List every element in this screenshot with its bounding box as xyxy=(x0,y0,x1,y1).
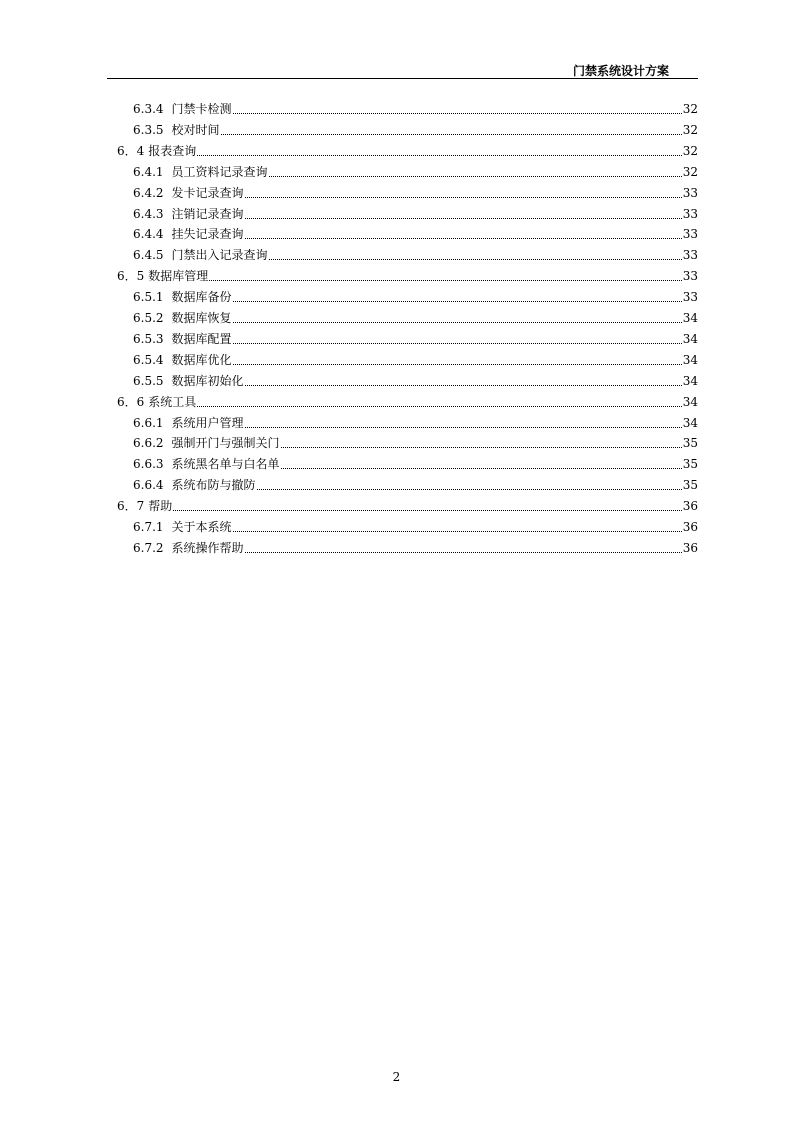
toc-leader-dots xyxy=(245,426,682,428)
toc-leader-dots xyxy=(245,551,682,553)
toc-entry[interactable] xyxy=(133,284,698,305)
toc-entry[interactable] xyxy=(133,514,698,535)
toc-entry-title: 发卡记录查询 xyxy=(171,185,244,200)
toc-entry[interactable] xyxy=(133,305,698,326)
toc-entry-title: 员工资料记录查询 xyxy=(171,164,268,179)
toc-leader-dots xyxy=(269,175,682,177)
toc-entry[interactable] xyxy=(117,138,698,159)
toc-entry-page: 35 xyxy=(682,457,698,472)
toc-entry-title: 系统黑名单与白名单 xyxy=(171,457,280,472)
toc-entry-title: 数据库恢复 xyxy=(171,311,232,325)
header-divider xyxy=(107,78,698,79)
toc-entry-number: 6．5 xyxy=(117,269,145,284)
toc-entry-number: 6．7 xyxy=(117,499,145,514)
toc-entry[interactable] xyxy=(117,493,698,514)
page-number: 2 xyxy=(392,1070,401,1084)
toc-entry-number: 6.5.1 xyxy=(133,290,164,305)
toc-entry-number: 6.4.3 xyxy=(133,206,164,221)
toc-entry-number: 6．6 xyxy=(117,394,145,409)
toc-entry-page: 34 xyxy=(682,415,698,430)
toc-entry-number: 6.4.5 xyxy=(133,248,164,263)
toc-leader-dots xyxy=(281,446,682,448)
toc-entry-page: 33 xyxy=(682,269,698,284)
toc-entry[interactable] xyxy=(133,221,698,242)
toc-entry-number: 6.6.3 xyxy=(133,457,164,472)
toc-entry[interactable] xyxy=(133,368,698,389)
toc-entry-number: 6.6.2 xyxy=(133,436,164,451)
toc-entry[interactable] xyxy=(133,96,698,117)
toc-entry-page: 33 xyxy=(682,290,698,305)
toc-entry-number: 6.5.5 xyxy=(133,373,164,388)
toc-entry-title: 系统用户管理 xyxy=(171,415,244,430)
toc-entry[interactable] xyxy=(117,263,698,284)
toc-leader-dots xyxy=(233,530,682,532)
toc-entry-number: 6．4 xyxy=(117,143,145,158)
toc-entry-page: 32 xyxy=(682,122,698,137)
toc-entry-title: 报表查询 xyxy=(148,143,197,158)
toc-entry-page: 34 xyxy=(682,352,698,367)
toc-entry-page: 33 xyxy=(682,185,698,200)
toc-leader-dots xyxy=(245,237,682,239)
toc-entry-page: 36 xyxy=(682,520,698,534)
toc-entry-page: 34 xyxy=(682,311,698,325)
toc-entry-title: 系统布防与撤防 xyxy=(171,478,256,493)
toc-entry[interactable] xyxy=(133,117,698,138)
toc-entry-page: 32 xyxy=(682,102,698,116)
toc-leader-dots xyxy=(245,384,682,386)
toc-entry-page: 35 xyxy=(682,478,698,493)
toc-leader-dots xyxy=(245,196,682,198)
toc-entry-page: 32 xyxy=(682,143,698,158)
toc-entry-number: 6.3.4 xyxy=(133,102,164,116)
toc-entry[interactable] xyxy=(133,201,698,222)
toc-entry-number: 6.7.2 xyxy=(133,540,164,555)
toc-entry[interactable] xyxy=(133,347,698,368)
toc-entry-page: 33 xyxy=(682,206,698,221)
toc-entry-page: 34 xyxy=(682,394,698,409)
toc-entry[interactable] xyxy=(133,326,698,347)
toc-leader-dots xyxy=(233,363,682,365)
toc-leader-dots xyxy=(257,488,682,490)
toc-entry-title: 数据库优化 xyxy=(171,352,232,367)
toc-entry-title: 数据库配置 xyxy=(171,331,232,346)
toc-entry[interactable] xyxy=(133,451,698,472)
toc-entry-page: 32 xyxy=(682,164,698,179)
toc-entry-title: 关于本系统 xyxy=(171,520,232,534)
toc-entry[interactable] xyxy=(133,535,698,556)
toc-entry-number: 6.3.5 xyxy=(133,122,164,137)
toc-entry-title: 校对时间 xyxy=(171,122,220,137)
toc-leader-dots xyxy=(209,279,681,281)
toc-entry-title: 注销记录查询 xyxy=(171,206,244,221)
toc-entry-number: 6.5.2 xyxy=(133,311,164,325)
header-title: 门禁系统设计方案 xyxy=(572,64,669,78)
toc-entry-page: 36 xyxy=(682,499,698,514)
toc-entry-number: 6.5.4 xyxy=(133,352,164,367)
toc-leader-dots xyxy=(197,154,681,156)
toc-leader-dots xyxy=(173,509,681,511)
toc-entry-title: 门禁卡检测 xyxy=(171,102,232,116)
toc-entry-title: 数据库备份 xyxy=(171,290,232,305)
toc-leader-dots xyxy=(233,112,682,114)
toc-leader-dots xyxy=(221,133,682,135)
toc-entry-number: 6.4.1 xyxy=(133,164,164,179)
toc-entry-title: 挂失记录查询 xyxy=(171,227,244,242)
toc-entry[interactable] xyxy=(117,389,698,410)
toc-leader-dots xyxy=(233,342,682,344)
toc-entry-number: 6.4.4 xyxy=(133,227,164,242)
toc-entry-title: 帮助 xyxy=(148,499,173,514)
toc-entry-number: 6.6.4 xyxy=(133,478,164,493)
toc-entry-title: 数据库管理 xyxy=(148,269,209,284)
toc-entry[interactable] xyxy=(133,410,698,431)
toc-entry[interactable] xyxy=(133,430,698,451)
toc-entry-title: 系统操作帮助 xyxy=(171,540,244,555)
toc-leader-dots xyxy=(281,467,682,469)
toc-entry-page: 35 xyxy=(682,436,698,451)
toc-entry-title: 系统工具 xyxy=(148,394,197,409)
toc-entry-page: 34 xyxy=(682,373,698,388)
toc-leader-dots xyxy=(233,300,682,302)
toc-entry-number: 6.6.1 xyxy=(133,415,164,430)
toc-entry[interactable] xyxy=(133,159,698,180)
toc-entry-number: 6.5.3 xyxy=(133,331,164,346)
toc-entry-title: 强制开门与强制关门 xyxy=(171,436,280,451)
toc-leader-dots xyxy=(233,321,682,323)
toc-leader-dots xyxy=(269,258,682,260)
toc-entry-page: 33 xyxy=(682,227,698,242)
toc-entry[interactable] xyxy=(133,180,698,201)
toc-entry-page: 33 xyxy=(682,248,698,263)
toc-entry-page: 34 xyxy=(682,331,698,346)
toc-entry[interactable] xyxy=(133,472,698,493)
toc-leader-dots xyxy=(197,405,681,407)
toc-entry-page: 36 xyxy=(682,540,698,555)
toc-entry[interactable] xyxy=(133,242,698,263)
toc-entry-number: 6.7.1 xyxy=(133,520,164,534)
toc-entry-number: 6.4.2 xyxy=(133,185,164,200)
toc-entry-title: 数据库初始化 xyxy=(171,373,244,388)
toc-entry-title: 门禁出入记录查询 xyxy=(171,248,268,263)
toc-leader-dots xyxy=(245,217,682,219)
